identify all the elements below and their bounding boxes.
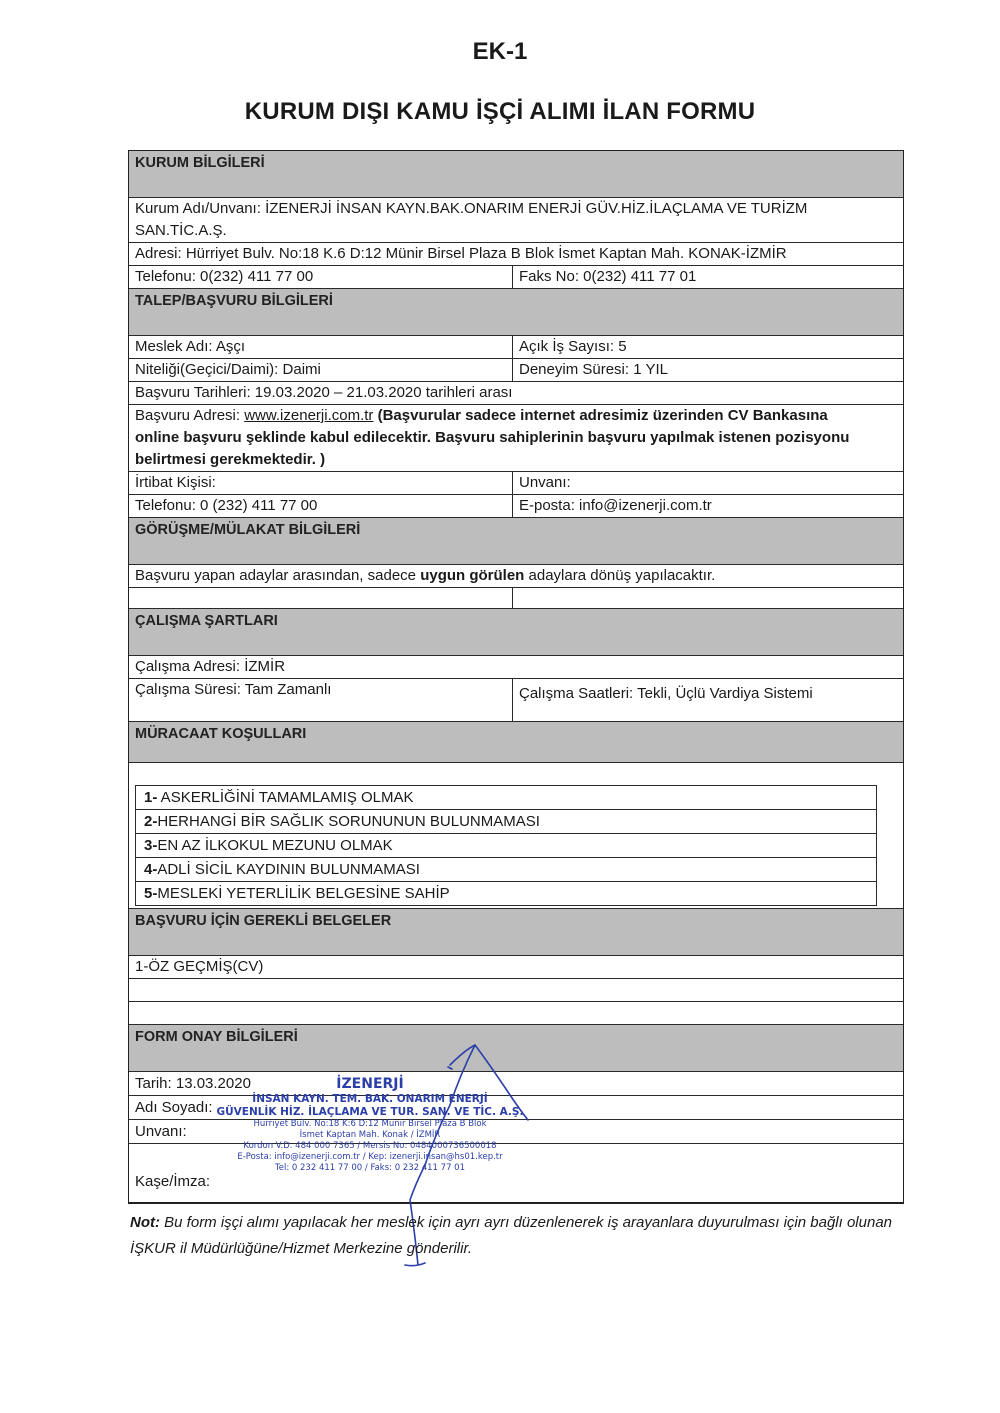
experience: Deneyim Süresi: 1 YIL <box>519 361 668 378</box>
stamp-line: Tel: 0 232 411 77 00 / Faks: 0 232 411 77 01 <box>275 1163 465 1173</box>
occupation: Meslek Adı: Aşçı <box>129 336 513 358</box>
work-schedule-row <box>129 679 903 722</box>
conditions-list <box>135 785 877 906</box>
application-dates: Başvuru Tarihleri: 19.03.2020 – 21.03.2020 tarihleri arası <box>135 384 513 401</box>
conditions-wrapper <box>129 763 903 909</box>
empty-row <box>129 588 903 609</box>
empty-cell <box>129 1002 903 1024</box>
section-title: MÜRACAAT KOŞULLARI <box>135 726 307 742</box>
section-title: FORM ONAY BİLGİLERİ <box>135 1029 298 1045</box>
section-title: BAŞVURU İÇİN GEREKLİ BELGELER <box>135 913 392 929</box>
stamp-line: Kordon V.D. 484 000 7365 / Mersis No: 0484000736500018 <box>243 1141 497 1151</box>
interview-text: Başvuru yapan adaylar arasından, sadece <box>135 567 421 584</box>
condition-item <box>136 858 876 882</box>
institution-address: Adresi: Hürriyet Bulv. No:18 K.6 D:12 Münir Birsel Plaza B Blok İsmet Kaptan Mah. KONAK-İZMİR <box>135 245 787 262</box>
stamp-line: İsmet Kaptan Mah. Konak / İZMİR <box>299 1130 441 1140</box>
note-label: Not: <box>130 1214 160 1231</box>
interview-text-end: adaylara dönüş yapılacaktır. <box>524 567 716 584</box>
annex-label: EK-1 <box>472 38 528 65</box>
application-address-row <box>129 405 903 472</box>
contact-info-row <box>129 495 903 518</box>
stamp-line: GÜVENLİK HİZ. İLAÇLAMA VE TUR. SAN. VE TİC. A.Ş. <box>216 1106 524 1118</box>
condition-number: 2- <box>144 813 158 830</box>
job-nature: Niteliği(Geçici/Daimi): Daimi <box>129 359 513 381</box>
condition-item <box>136 810 876 834</box>
application-address-label: Başvuru Adresi: <box>135 407 245 424</box>
section-title: GÖRÜŞME/MÜLAKAT BİLGİLERİ <box>135 522 361 538</box>
contact-person-row <box>129 472 903 495</box>
section-header-kurum <box>129 151 903 198</box>
section-header-belgeler <box>129 909 903 956</box>
application-dates-row <box>129 382 903 405</box>
stamp-line: İNSAN KAYN. TEM. BAK. ONARIM ENERJİ <box>252 1093 488 1105</box>
stamp-company: İZENERJİ <box>336 1076 404 1092</box>
work-address: Çalışma Adresi: İZMİR <box>135 658 286 675</box>
stamp-line: E-Posta: info@izenerji.com.tr / Kep: izenerji.insan@hs01.kep.tr <box>237 1152 503 1162</box>
application-note: (Başvurular sadece internet adresimiz üzerinden CV Bankasına online başvuru şeklinde kabul edilecektir. Başvuru sahiplerinin başvuru yapılmak istenen pozisyonu belirtmesi gerekmektedir. ) <box>135 407 850 468</box>
section-title: TALEP/BAŞVURU BİLGİLERİ <box>135 293 333 309</box>
document-row <box>129 956 903 979</box>
empty-row <box>129 1002 903 1025</box>
section-title: ÇALIŞMA ŞARTLARI <box>135 613 278 629</box>
contact-person: İrtibat Kişisi: <box>129 472 513 494</box>
condition-number: 1- <box>144 789 158 806</box>
open-positions: Açık İş Sayısı: 5 <box>519 338 627 355</box>
empty-cell <box>129 979 903 1001</box>
empty-row <box>129 979 903 1002</box>
approver-name: Adı Soyadı: <box>135 1099 213 1116</box>
institution-name-row <box>129 198 903 243</box>
required-document: 1-ÖZ GEÇMİŞ(CV) <box>135 958 264 975</box>
approval-date: Tarih: 13.03.2020 <box>135 1075 251 1092</box>
condition-text: ADLİ SİCİL KAYDININ BULUNMAMASI <box>157 861 420 878</box>
institution-phone: Telefonu: 0(232) 411 77 00 <box>129 266 513 288</box>
section-title: KURUM BİLGİLERİ <box>135 155 265 171</box>
condition-text: ASKERLİĞİNİ TAMAMLAMIŞ OLMAK <box>157 789 414 806</box>
form-title: KURUM DIŞI KAMU İŞÇİ ALIMI İLAN FORMU <box>244 98 756 125</box>
stamp-line: Hürriyet Bulv. No:18 K:6 D:12 Münir Birsel Plaza B Blok <box>253 1119 487 1129</box>
work-duration: Çalışma Süresi: Tam Zamanlı <box>129 679 513 721</box>
work-hours: Çalışma Saatleri: Tekli, Üçlü Vardiya Sistemi <box>519 685 813 702</box>
interview-emphasis: uygun görülen <box>420 567 525 584</box>
stamp-signature-label: Kaşe/İmza: <box>135 1173 211 1190</box>
institution-fax: Faks No: 0(232) 411 77 01 <box>519 268 697 285</box>
application-address <box>129 405 903 471</box>
contact-email: E-posta: info@izenerji.com.tr <box>519 497 712 514</box>
institution-address-row <box>129 243 903 266</box>
condition-number: 4- <box>144 861 158 878</box>
institution-contact-row <box>129 266 903 289</box>
condition-item <box>136 834 876 858</box>
website-link[interactable]: www.izenerji.com.tr <box>244 407 374 424</box>
interview-info <box>129 565 903 587</box>
section-header-muracaat <box>129 722 903 763</box>
institution-name: Kurum Adı/Unvanı: İZENERJİ İNSAN KAYN.BAK.ONARIM ENERJİ GÜV.HİZ.İLAÇLAMA VE TURİZM SAN.TİC.A.Ş. <box>135 200 808 239</box>
condition-number: 3- <box>144 837 158 854</box>
work-address-row <box>129 656 903 679</box>
condition-text: HERHANGİ BİR SAĞLIK SORUNUNUN BULUNMAMASI <box>157 813 540 830</box>
condition-text: MESLEKİ YETERLİLİK BELGESİNE SAHİP <box>157 885 450 902</box>
empty-cell <box>129 588 513 608</box>
footer-note <box>130 1210 900 1262</box>
section-header-talep <box>129 289 903 336</box>
condition-number: 5- <box>144 885 158 902</box>
section-header-calisma <box>129 609 903 656</box>
section-header-gorusme <box>129 518 903 565</box>
interview-info-row <box>129 565 903 588</box>
nature-row <box>129 359 903 382</box>
note-text: Bu form işçi alımı yapılacak her meslek için ayrı ayrı düzenlenerek iş arayanlara duyurulması için bağlı olunan İŞKUR il Müdürlüğüne/Hizmet Merkezine gönderilir. <box>130 1214 892 1257</box>
condition-text: EN AZ İLKOKUL MEZUNU OLMAK <box>157 837 393 854</box>
contact-phone: Telefonu: 0 (232) 411 77 00 <box>129 495 513 517</box>
condition-item <box>136 882 876 905</box>
condition-item <box>136 786 876 810</box>
approver-title: Unvanı: <box>135 1123 187 1140</box>
contact-title: Unvanı: <box>519 474 571 491</box>
occupation-row <box>129 336 903 359</box>
empty-cell <box>513 588 903 608</box>
